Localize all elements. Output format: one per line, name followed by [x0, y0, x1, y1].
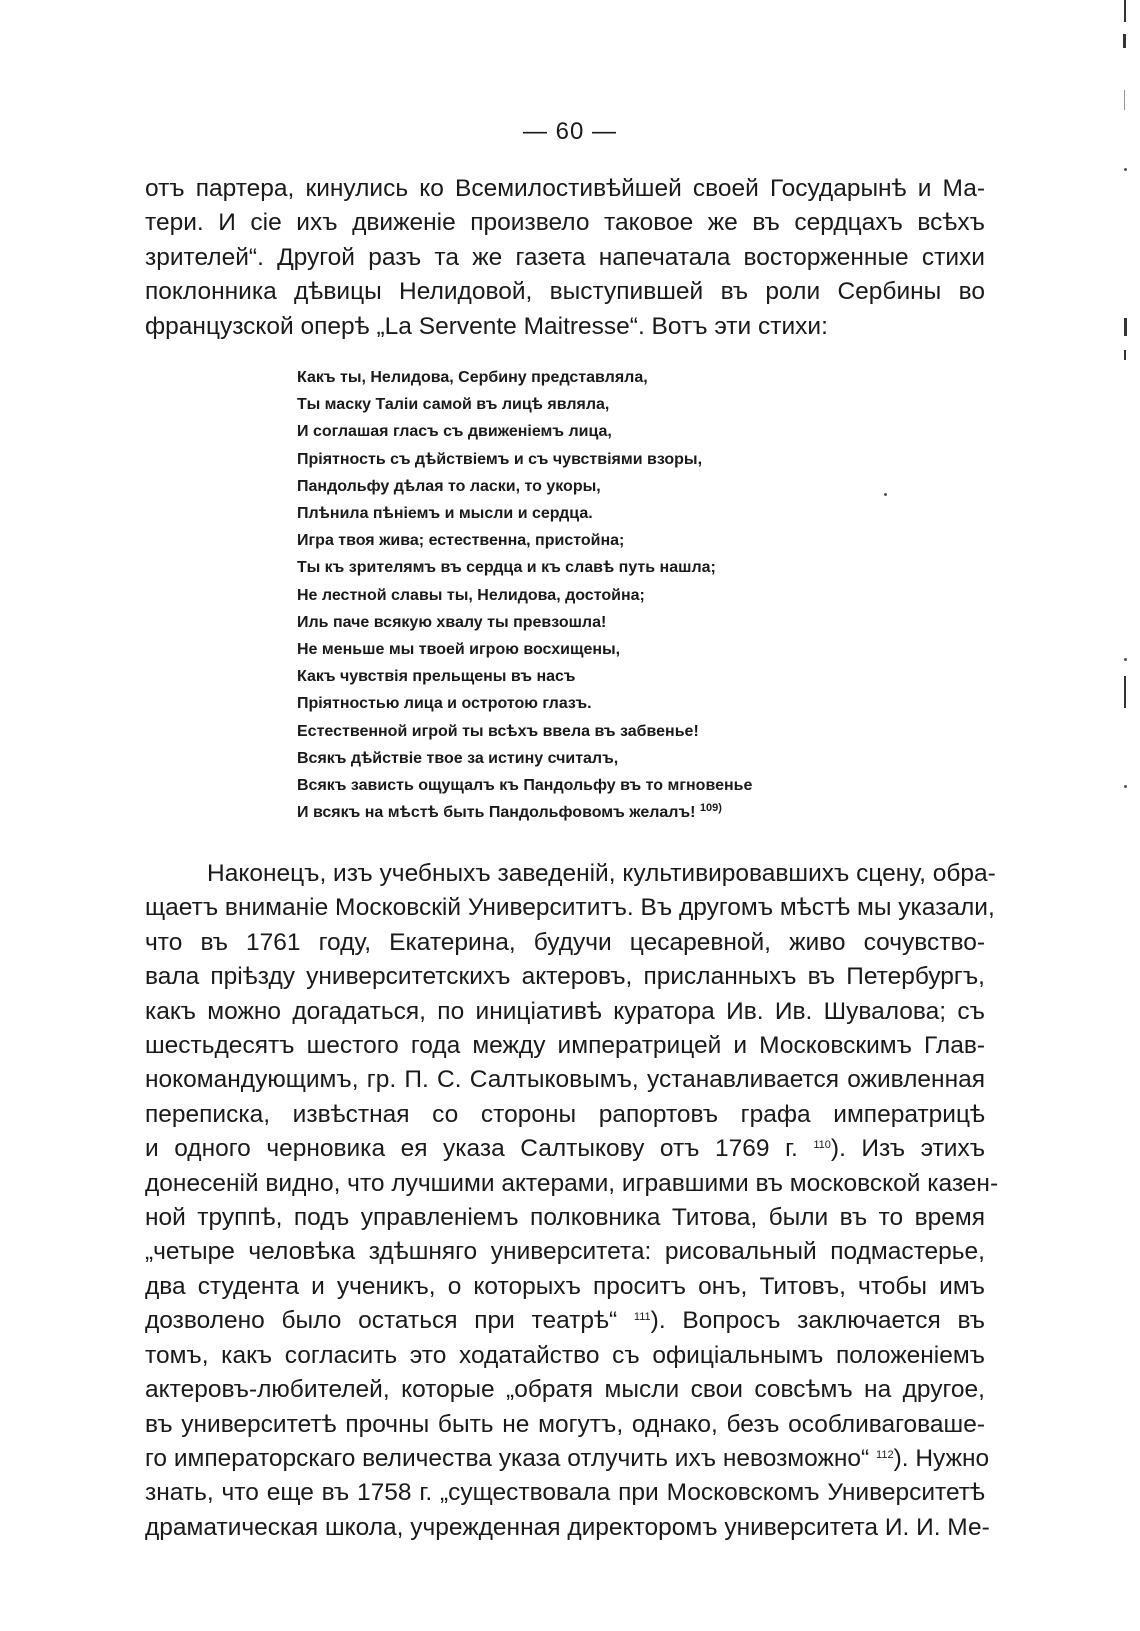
poem-line: Ты маску Таліи самой въ лицѣ являла, — [297, 396, 610, 414]
poem-line: И соглашая гласъ съ движеніемъ лица, — [297, 423, 612, 441]
paragraph-1 — [145, 172, 985, 344]
poem-line: Естественной игрой ты всѣхъ ввела въ забвенье! — [297, 722, 699, 740]
line-text: го императорскаго величества указа отлучить ихъ невозможно“ — [145, 1444, 870, 1472]
paragraph-line: „четыре человѣка здѣшняго университета: рисовальный подмастерье, — [145, 1238, 985, 1266]
paragraph-line: щаетъ вниманіе Московскій Университитъ. Въ другомъ мѣстѣ мы указали, — [145, 894, 995, 922]
paragraph-line: шестьдесятъ шестого года между императрицей и Московскимъ Глав- — [145, 1032, 985, 1060]
line-text: дозволено было остаться при театрѣ“ — [145, 1307, 618, 1335]
scan-artifact — [884, 493, 887, 496]
paragraph-line: переписка, извѣстная со стороны рапортовъ графа императрицѣ — [145, 1100, 985, 1128]
paragraph-line: знать, что еще въ 1758 г. „существовала при Московскомъ Университетѣ — [145, 1479, 985, 1507]
poem-line: Всякъ зависть ощущалъ къ Пандольфу въ то мгновенье — [297, 777, 753, 795]
paragraph-line: два студента и ученикъ, о которыхъ проситъ онъ, Титовъ, чтобы имъ — [145, 1272, 985, 1300]
poem-line: Пріятность съ дѣйствіемъ и съ чувствіями взоры, — [297, 450, 703, 468]
paragraph-line: актеровъ-любителей, которые „обратя мысли свои совсѣмъ на другое, — [145, 1376, 985, 1404]
scan-artifact — [1124, 785, 1127, 788]
poem-line: Ты къ зрителямъ въ сердца и къ славѣ путь нашла; — [297, 559, 716, 577]
poem-line: Иль паче всякую хвалу ты превзошла! — [297, 613, 607, 631]
scan-artifact — [1123, 34, 1126, 48]
paragraph-2 — [145, 857, 999, 1545]
paragraph-line: вала пріѣзду университетскихъ актеровъ, присланныхъ въ Петербургъ, — [145, 963, 985, 991]
poem-line: Пандольфу дѣлая то ласки, то укоры, — [297, 477, 601, 495]
line-tail: ). Нужно — [893, 1444, 990, 1472]
line-text: и одного черновика ея указа Салтыкову отъ 1769 г. — [145, 1135, 798, 1163]
paragraph-line: французской оперѣ „La Servente Maitresse“. Вотъ эти стихи: — [145, 312, 828, 340]
poem-line: Какъ чувствія прельщены въ насъ — [297, 668, 576, 686]
paragraph-line: какъ можно догадаться, по иниціативѣ куратора Ив. Ив. Шувалова; съ — [145, 997, 985, 1025]
paragraph-line: что въ 1761 году, Екатерина, будучи цесаревной, живо сочувство- — [145, 928, 985, 956]
footnote-ref-112: 112 — [876, 1448, 894, 1461]
paragraph-line: поклонника дѣвицы Нелидовой, выступившей въ роли Сербины во — [145, 278, 985, 306]
paragraph-line: драматическая школа, учрежденная директоромъ университета И. И. Ме- — [145, 1513, 990, 1541]
scan-artifact — [1124, 90, 1125, 110]
paragraph-line-with-ref — [145, 1442, 990, 1476]
poem-line: Не меньше мы твоей игрою восхищены, — [297, 641, 621, 659]
scan-artifact — [1124, 318, 1127, 336]
paragraph-line: томъ, какъ согласить это ходатайство съ офиціальнымъ положеніемъ — [145, 1341, 985, 1369]
poem-line: Плѣнила пѣніемъ и мысли и сердца. — [297, 505, 593, 523]
poem-line: Всякъ дѣйствіе твое за истину считалъ, — [297, 749, 619, 767]
paragraph-line: Наконецъ, изъ учебныхъ заведеній, культивировавшихъ сцену, обра- — [207, 860, 996, 887]
poem-line: Какъ ты, Нелидова, Сербину представляла, — [297, 369, 648, 386]
paragraph-line: нокомандующимъ, гр. П. С. Салтыковымъ, устанавливается оживленная — [145, 1066, 985, 1094]
poem-line-text: И всякъ на мѣстѣ быть Пандольфовомъ желалъ! — [297, 804, 696, 822]
poem-block — [297, 364, 857, 826]
paragraph-line: въ университетѣ прочны быть не могутъ, однако, безъ особливаговаше- — [145, 1410, 985, 1438]
page-number: — 60 — — [522, 118, 618, 145]
scan-artifact — [1124, 168, 1127, 171]
paragraph-line: отъ партера, кинулись ко Всемилостивѣйшей своей Государынѣ и Ма- — [145, 175, 985, 202]
line-tail: ). Вопросъ заключается въ — [650, 1307, 985, 1335]
footnote-ref-109: 109) — [699, 802, 722, 815]
poem-line: Пріятностью лица и остротою глазъ. — [297, 695, 592, 713]
paragraph-line: зрителей“. Другой разъ та же газета напечатала восторженные стихи — [145, 243, 985, 271]
scan-artifact — [1124, 0, 1126, 22]
scan-artifact — [1124, 350, 1126, 360]
poem-last-line — [297, 799, 857, 826]
poem-line: Не лестной славы ты, Нелидова, достойна; — [297, 586, 645, 604]
line-tail: ). Изъ этихъ — [830, 1135, 986, 1163]
footnote-ref-111: 111 — [633, 1311, 651, 1324]
scan-artifact — [1124, 658, 1127, 661]
footnote-ref-110: 110 — [813, 1139, 831, 1152]
paragraph-line: тери. И сіе ихъ движеніе произвело таковое же въ сердцахъ всѣхъ — [145, 209, 985, 237]
paragraph-line: донесеній видно, что лучшими актерами, игравшими въ московской казен- — [145, 1169, 999, 1197]
scan-artifact — [1124, 676, 1126, 708]
paragraph-line-with-ref — [145, 1304, 985, 1338]
poem-line: Игра твоя жива; естественна, пристойна; — [297, 532, 625, 550]
paragraph-line: ной труппѣ, подъ управленіемъ полковника Титова, были въ то время — [145, 1204, 985, 1232]
paragraph-line-with-ref — [145, 1132, 985, 1166]
